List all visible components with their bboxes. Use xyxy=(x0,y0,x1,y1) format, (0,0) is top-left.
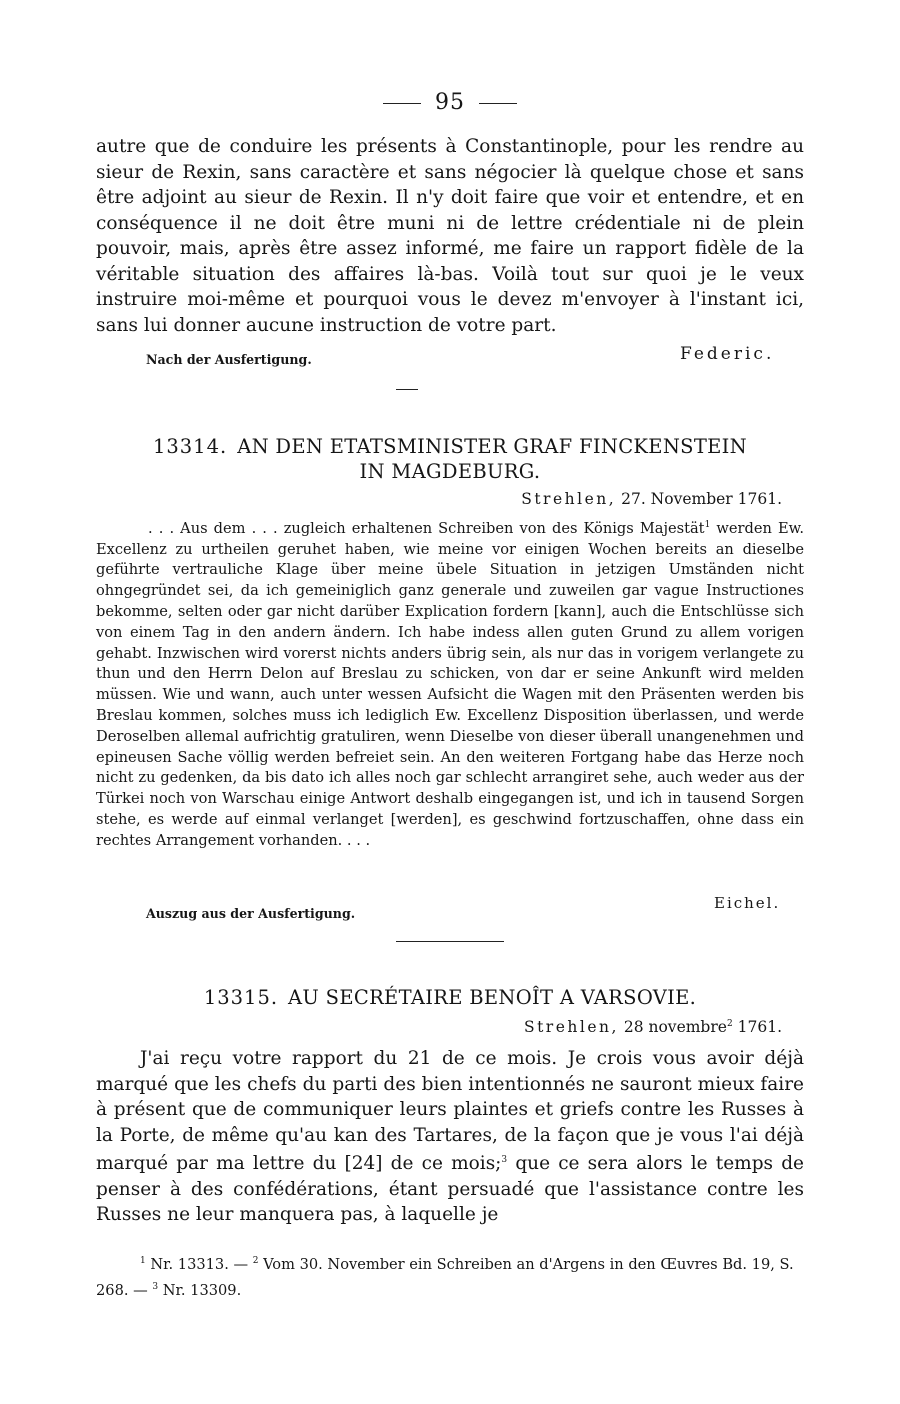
date-value: 28 novembre xyxy=(623,1018,727,1036)
footnote-marker-2: 2 xyxy=(252,1256,259,1266)
letter-title: AU SECRÉTAIRE BENOÎT A VARSOVIE. xyxy=(288,986,697,1009)
dateline-13314 xyxy=(521,490,782,508)
footnote-3: Nr. 13309. xyxy=(162,1281,242,1299)
footnote-ref-1: 1 xyxy=(704,520,711,530)
body-opening: . . . Aus dem . . . zugleich erhaltenen Schreiben von des Königs Majestät xyxy=(148,519,705,537)
source-note-2: Auszug aus der Ausfertigung. xyxy=(146,906,356,921)
body-part-b: que ce sera alors le temps de penser à des confédérations, étant persuadé que l'assistance contre les Russes ne leur manquera pas, à laquelle je xyxy=(96,1153,804,1226)
letter-body-13315 xyxy=(96,1046,804,1228)
header-dash-left xyxy=(383,103,421,104)
letter-number: 13315. xyxy=(203,986,279,1009)
letter-title-line2: IN MAGDEBURG. xyxy=(359,460,541,483)
footnote-marker-1: 1 xyxy=(140,1256,146,1266)
header-dash-right xyxy=(479,103,517,104)
footnotes xyxy=(96,1250,804,1302)
letter-continuation-text: autre que de conduire les présents à Constantinople, pour les rendre au sieur de Rexin, sans caractère et sans négocier là quelque chose et sans être adjoint au sieur de Rexin. Il n'y doit faire que voir et entendre, et en conséquence il ne doit être muni ni de lettre crédentiale ni de plein pouvoir, mais, après être assez informé, me faire un rapport fidèle de la véritable situation des affaires là-bas. Voilà tout sur quoi je le veux instruire moi-même et pourquoi vous le devez m'envoyer à l'instant ici, sans lui donner aucune instruction de votre part. xyxy=(96,136,804,336)
letter-body-13314 xyxy=(96,515,804,852)
body-continuation: werden Ew. Excellenz zu urtheilen geruhet haben, wie meine vor einigen Wochen bereits an dieselbe geführte vertrauliche Klage über meine übele Situation in jetzigen Umständen nicht ohngegründet sei, da ich gemeiniglich ganz generale und zuweilen gar vague Instructiones bekomme, selten oder gar nicht darüber Explication fordern [kann], auch die Entschlüsse sich von einem Tag in den andern ändern. Ich habe indess allen guten Grund zu allem vorigen gehabt. Inzwischen wird vorerst nichts anders übrig sein, als nur das in vorigem verlangete zu thun und den Herrn Delon auf Breslau zu schicken, von dar er seine Ankunft wird melden müssen. Wie und wann, auch unter wessen Aufsicht die Wagen mit den Präsenten werden bis Breslau kommen, solches muss ich lediglich Ew. Excellenz Disposition überlassen, und werde Deroselben allemal aufrichtig gratuliren, wenn Dieselbe von dieser überall unangenehmen und epineusen Sache völlig werden befreiet sein. An den weiteren Fortgang habe das Herze noch nicht zu gedenken, da bis dato ich alles noch gar schlecht arrangiret sehe, auch weder aus der Türkei noch von Warschau einige Antwort deshalb eingegangen ist, und ich in tausend Sorgen stehe, es werde auf einmal verlanget [werden], es geschwind fortzuschaffen, ohne dass ein rechtes Arrangement vorhanden. . . . xyxy=(96,519,805,849)
signature-eichel: Eichel. xyxy=(714,894,781,912)
dateline-13315 xyxy=(524,1018,782,1036)
body-part-a: J'ai reçu votre rapport du 21 de ce mois. Je crois vous avoir déjà marqué que les chefs du parti des bien intentionnés ne sauront mieux faire à présent que de communiquer leurs plaintes et griefs contre les Russes à la Porte, de même qu'au kan des Tartares, de la façon que je vous l'ai déjà marqué par ma lettre du [24] de ce mois; xyxy=(96,1048,804,1175)
footnote-ref-2: 2 xyxy=(726,1018,733,1029)
letter-heading-13315 xyxy=(96,985,804,1010)
letter-heading-13314 xyxy=(96,434,804,484)
date-year: 1761. xyxy=(737,1018,782,1036)
page-number: 95 xyxy=(435,90,465,115)
date-place: Strehlen, xyxy=(521,490,617,508)
date-value: 27. November 1761. xyxy=(621,490,782,508)
page-header xyxy=(0,90,900,115)
section-divider-2 xyxy=(396,941,504,942)
source-note-1: Nach der Ausfertigung. xyxy=(146,352,312,367)
letter-title-line1: AN DEN ETATSMINISTER GRAF FINCKENSTEIN xyxy=(237,435,748,458)
signature-federic: Federic. xyxy=(680,344,775,364)
footnote-1: Nr. 13313. — xyxy=(150,1255,249,1273)
footnote-marker-3: 3 xyxy=(152,1281,159,1292)
footnote-ref-3: 3 xyxy=(501,1155,508,1165)
letter-number: 13314. xyxy=(152,435,228,458)
footnote-2: Vom 30. November ein Schreiben an d'Argens in den Œuvres Bd. 19, S. 268. — xyxy=(96,1255,794,1299)
section-divider-1 xyxy=(396,389,418,390)
date-place: Strehlen, xyxy=(523,1018,619,1036)
